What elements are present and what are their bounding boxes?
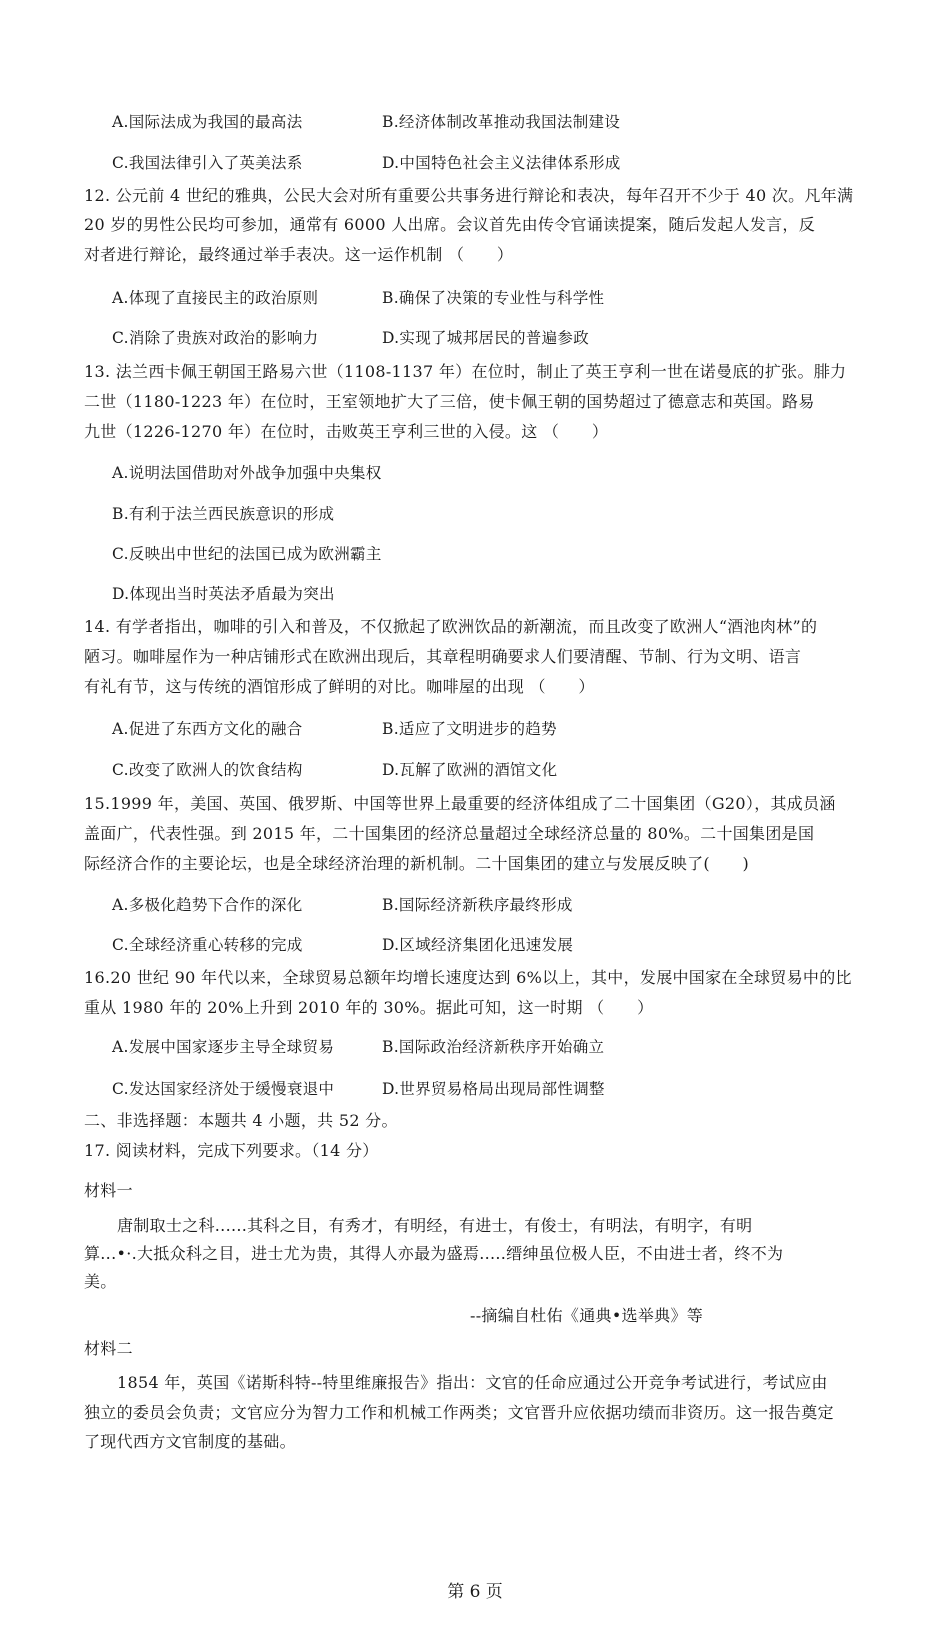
q15-stem-line2: 盖面广，代表性强。到 2015 年，二十国集团的经济总量超过全球经济总量的 80%。二十国集团是国 [84, 824, 815, 843]
q13-stem-line2: 二世（1180-1223 年）在位时，王室领地扩大了三倍，使卡佩王朝的国势超过了德意志和英国。路易 [84, 392, 815, 411]
q16-option-d: D.世界贸易格局出现局部性调整 [382, 1080, 605, 1098]
q14-option-b: B.适应了文明进步的趋势 [382, 720, 557, 738]
q11-option-c: C.我国法律引入了英美法系 [112, 154, 303, 172]
q12-stem-line2: 20 岁的男性公民均可参加，通常有 6000 人出席。会议首先由传令官诵读提案，随后发起人发言，反 [84, 215, 816, 234]
q16-option-a: A.发展中国家逐步主导全球贸易 [112, 1038, 335, 1056]
material-2-line3: 了现代西方文官制度的基础。 [84, 1432, 296, 1451]
material-1-source: --摘编自杜佑《通典•选举典》等 [470, 1306, 704, 1325]
q14-stem-line2: 陋习。咖啡屋作为一种店铺形式在欧洲出现后，其章程明确要求人们要清醒、节制、行为文明、语言 [84, 647, 802, 666]
q15-option-a: A.多极化趋势下合作的深化 [112, 896, 303, 914]
q14-option-d: D.瓦解了欧洲的酒馆文化 [382, 761, 558, 779]
material-1-label: 材料一 [84, 1181, 133, 1200]
q13-option-a: A.说明法国借助对外战争加强中央集权 [112, 464, 382, 482]
q16-option-b: B.国际政治经济新秩序开始确立 [382, 1038, 605, 1056]
q16-stem-line2: 重从 1980 年的 20%上升到 2010 年的 30%。据此可知，这一时期 （ ） [84, 998, 654, 1017]
q17-title: 17. 阅读材料，完成下列要求。（14 分） [84, 1141, 379, 1160]
q15-option-c: C.全球经济重心转移的完成 [112, 936, 303, 954]
q13-stem-line3: 九世（1226-1270 年）在位时，击败英王亨利三世的入侵。这 （ ） [84, 422, 609, 441]
material-2-line1: 1854 年，英国《诺斯科特--特里维廉报告》指出：文官的任命应通过公开竞争考试进行，考试应由 [117, 1373, 828, 1392]
q15-option-d: D.区域经济集团化迅速发展 [382, 936, 574, 954]
q11-option-a: A.国际法成为我国的最高法 [112, 113, 303, 131]
q14-stem-line1: 14. 有学者指出，咖啡的引入和普及，不仅掀起了欧洲饮品的新潮流，而且改变了欧洲人“酒池肉林”的 [84, 617, 818, 636]
q12-stem-line1: 12. 公元前 4 世纪的雅典，公民大会对所有重要公共事务进行辩论和表决，每年召开不少于 40 次。凡年满 [84, 186, 854, 205]
q12-option-b: B.确保了决策的专业性与科学性 [382, 289, 605, 307]
material-2-line2: 独立的委员会负责；文官应分为智力工作和机械工作两类；文官晋升应依据功绩而非资历。这一报告奠定 [84, 1403, 834, 1422]
q14-stem-line3: 有礼有节，这与传统的酒馆形成了鲜明的对比。咖啡屋的出现 （ ） [84, 677, 595, 696]
q16-option-c: C.发达国家经济处于缓慢衰退中 [112, 1080, 335, 1098]
page-number: 第 6 页 [447, 1582, 503, 1602]
material-1-line1: 唐制取士之科......其科之目，有秀才，有明经，有进士，有俊士，有明法，有明字，有明 [117, 1216, 753, 1235]
q15-stem-line1: 15.1999 年，美国、英国、俄罗斯、中国等世界上最重要的经济体组成了二十国集团（G20），其成员涵 [84, 794, 836, 813]
q12-option-c: C.消除了贵族对政治的影响力 [112, 329, 319, 347]
q15-option-b: B.国际经济新秩序最终形成 [382, 896, 573, 914]
material-1-line2: 算...•·.大抵众科之目，进士尤为贵，其得人亦最为盛焉.....缙绅虽位极人臣，不由进士者，终不为 [84, 1244, 784, 1263]
q13-option-d: D.体现出当时英法矛盾最为突出 [112, 585, 335, 603]
q14-option-a: A.促进了东西方文化的融合 [112, 720, 303, 738]
q13-option-c: C.反映出中世纪的法国已成为欧洲霸主 [112, 545, 382, 563]
material-2-label: 材料二 [84, 1339, 133, 1358]
q12-option-a: A.体现了直接民主的政治原则 [112, 289, 319, 307]
q12-stem-line3: 对者进行辩论，最终通过举手表决。这一运作机制 （ ） [84, 245, 514, 264]
q13-option-b: B.有利于法兰西民族意识的形成 [112, 505, 335, 523]
q11-option-b: B.经济体制改革推动我国法制建设 [382, 113, 621, 131]
q14-option-c: C.改变了欧洲人的饮食结构 [112, 761, 303, 779]
q15-stem-line3: 际经济合作的主要论坛，也是全球经济治理的新机制。二十国集团的建立与发展反映了( ) [84, 854, 750, 873]
material-1-line3: 美。 [84, 1272, 117, 1291]
q12-option-d: D.实现了城邦居民的普遍参政 [382, 329, 590, 347]
q16-stem-line1: 16.20 世纪 90 年代以来，全球贸易总额年均增长速度达到 6%以上，其中，发展中国家在全球贸易中的比 [84, 968, 852, 987]
section-heading: 二、非选择题：本题共 4 小题，共 52 分。 [84, 1111, 398, 1130]
q11-option-d: D.中国特色社会主义法律体系形成 [382, 154, 621, 172]
q13-stem-line1: 13. 法兰西卡佩王朝国王路易六世（1108-1137 年）在位时，制止了英王亨利一世在诺曼底的扩张。腓力 [84, 362, 847, 381]
